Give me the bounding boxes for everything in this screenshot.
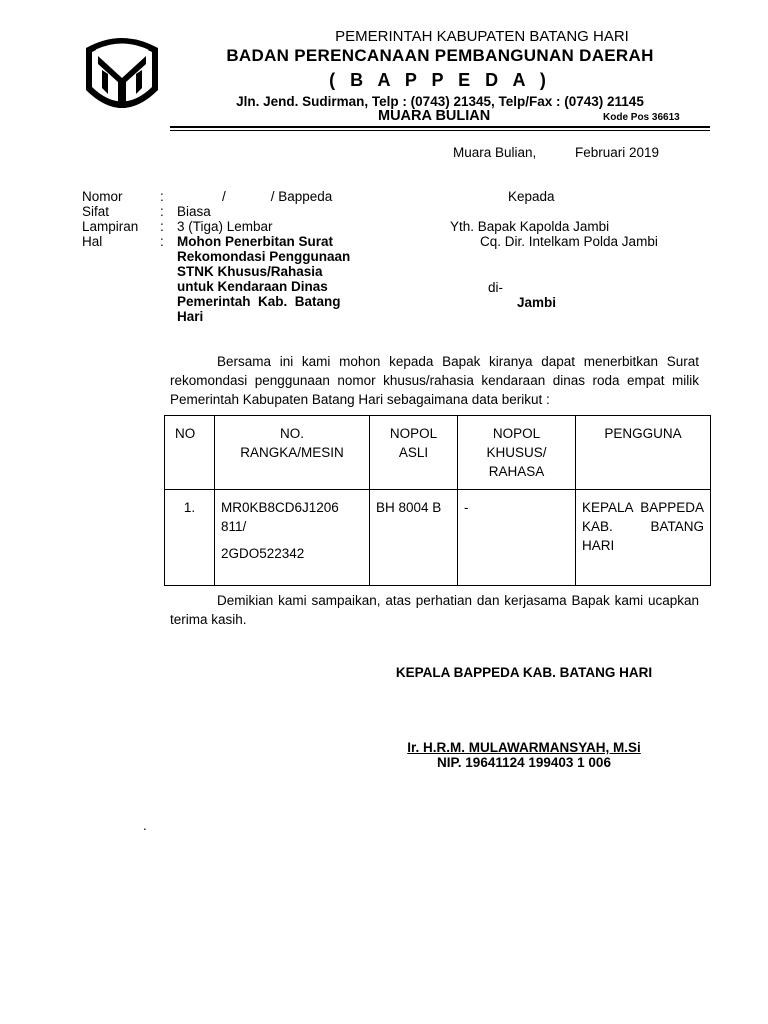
lampiran-label: Lampiran [82, 219, 139, 234]
letterhead-city: MUARA BULIAN [378, 108, 491, 124]
table-cell-rangka-mesin: MR0KB8CD6J1206 811/ 2GDO522342 [215, 490, 370, 586]
recipient-di: di- [488, 280, 504, 295]
signature-nip: NIP. 19641124 199403 1 006 [437, 755, 611, 770]
table-header-no: NO [165, 416, 215, 490]
footer-dot: . [143, 818, 147, 833]
nomor-value: / / Bappeda [222, 189, 333, 204]
recipient-line1: Yth. Bapak Kapolda Jambi [450, 219, 610, 234]
place-label: Muara Bulian, [453, 145, 537, 160]
table-header-nopol-asli: NOPOL ASLI [370, 416, 458, 490]
letterhead-government: PEMERINTAH KABUPATEN BATANG HARI [335, 28, 629, 45]
recipient-line2: Cq. Dir. Intelkam Polda Jambi [480, 234, 658, 249]
table-cell-no: 1. [165, 490, 215, 586]
table-row [165, 490, 711, 586]
hal-line: Mohon Penerbitan Surat [177, 234, 334, 249]
closing-paragraph: Demikian kami sampaikan, atas perhatian dan kerjasama Bapak kami ucapkan terima kasih. [170, 593, 699, 627]
sifat-value: Biasa [177, 204, 211, 219]
lampiran-colon: : [160, 219, 164, 234]
letterhead-divider-thick [170, 126, 710, 128]
letterhead-agency: BADAN PERENCANAAN PEMBANGUNAN DAERAH [226, 46, 654, 65]
hal-line: Pemerintah Kab. Batang [177, 294, 341, 309]
table-header-nopol-khusus: NOPOL KHUSUS/ RAHASA [458, 416, 576, 490]
sifat-colon: : [160, 204, 164, 219]
nomor-label: Nomor [82, 189, 123, 204]
vehicle-data-table [164, 415, 711, 586]
kabupaten-emblem-logo [78, 30, 166, 122]
letterhead-divider-thin [170, 130, 710, 131]
sifat-label: Sifat [82, 204, 110, 219]
table-cell-nopol-khusus: - [458, 490, 576, 586]
recipient-kepada: Kepada [508, 189, 555, 204]
hal-line: Hari [177, 309, 204, 324]
hal-line: Rekomondasi Penggunaan [177, 249, 351, 264]
lampiran-value: 3 (Tiga) Lembar [177, 219, 273, 234]
intro-paragraph: Bersama ini kami mohon kepada Bapak kiranya dapat menerbitkan Surat rekomondasi penggunaan nomor khusus/rahasia kendaraan dinas roda empat milik Pemerintah Kabupaten Batang Hari sebagaimana data berikut : [170, 354, 699, 407]
hal-colon: : [160, 234, 164, 249]
hal-line: untuk Kendaraan Dinas [177, 279, 328, 294]
table-cell-nopol-asli: BH 8004 B [370, 490, 458, 586]
recipient-city: Jambi [517, 295, 557, 310]
hal-label: Hal [82, 234, 103, 249]
signature-name: Ir. H.R.M. MULAWARMANSYAH, M.Si [407, 740, 641, 755]
table-header-pengguna: PENGGUNA [576, 416, 711, 490]
table-header-row [165, 416, 711, 490]
table-header-rangka-mesin: NO. RANGKA/MESIN [215, 416, 370, 490]
date-label: Februari 2019 [575, 145, 660, 160]
letterhead-acronym: ( B A P P E D A ) [329, 70, 551, 90]
table-cell-pengguna: KEPALA BAPPEDA KAB. BATANG HARI [576, 490, 711, 586]
nomor-colon: : [160, 189, 164, 204]
letterhead-postal-code: Kode Pos 36613 [603, 112, 680, 123]
hal-line: STNK Khusus/Rahasia [177, 264, 323, 279]
signature-title: KEPALA BAPPEDA KAB. BATANG HARI [395, 665, 653, 680]
letterhead-address: Jln. Jend. Sudirman, Telp : (0743) 21345, Telp/Fax : (0743) 21145 [236, 94, 644, 109]
